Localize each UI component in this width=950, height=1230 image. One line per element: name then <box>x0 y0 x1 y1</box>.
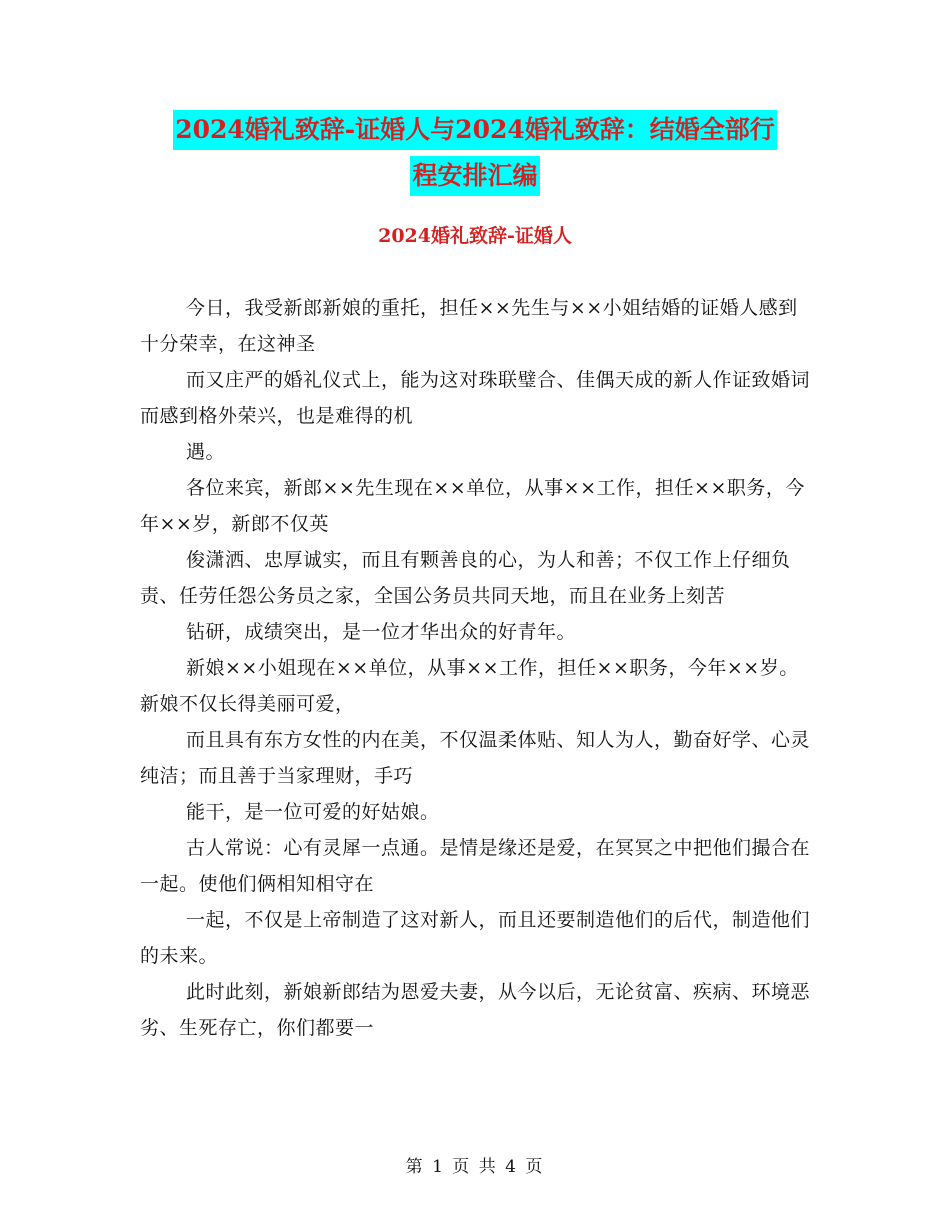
page-footer: 第 1 页 共 4 页 <box>405 1157 545 1177</box>
paragraph: 一起，不仅是上帝制造了这对新人，而且还要制造他们的后代，制造他们的未来。 <box>140 909 811 967</box>
title-line-1: 2024婚礼致辞-证婚人与2024婚礼致辞：结婚全部行 <box>173 110 777 150</box>
paragraph: 古人常说：心有灵犀一点通。是情是缘还是爱，在冥冥之中把他们撮合在一起。使他们俩相知相守在 <box>140 837 811 895</box>
paragraph: 俊潇洒、忠厚诚实，而且有颗善良的心，为人和善；不仅工作上仔细负责、任劳任怨公务员之家，全国公务员共同天地，而且在业务上刻苦 <box>140 549 791 607</box>
paragraph: 此时此刻，新娘新郎结为恩爱夫妻，从今以后，无论贫富、疾病、环境恶劣、生死存亡，你们都要一 <box>140 981 811 1039</box>
document-title <box>140 110 810 196</box>
paragraph: 今日，我受新郎新娘的重托，担任××先生与××小姐结婚的证婚人感到十分荣幸，在这神圣 <box>140 297 798 355</box>
paragraph: 而又庄严的婚礼仪式上，能为这对珠联璧合、佳偶天成的新人作证致婚词而感到格外荣兴，也是难得的机 <box>140 369 811 427</box>
paragraph: 各位来宾，新郎××先生现在××单位，从事××工作，担任××职务，今年××岁，新郎不仅英 <box>140 477 805 535</box>
paragraph: 而且具有东方女性的内在美，不仅温柔体贴、知人为人，勤奋好学、心灵纯洁；而且善于当家理财，手巧 <box>140 729 811 787</box>
paragraph: 新娘××小姐现在××单位，从事××工作，担任××职务，今年××岁。新娘不仅长得美丽可爱， <box>140 657 799 715</box>
body-text <box>140 290 812 1046</box>
paragraph: 遇。 <box>186 441 226 463</box>
section-heading: 2024婚礼致辞-证婚人 <box>378 225 572 247</box>
paragraph: 能干，是一位可爱的好姑娘。 <box>186 801 440 823</box>
paragraph: 钻研，成绩突出，是一位才华出众的好青年。 <box>186 621 577 643</box>
title-line-2: 程安排汇编 <box>410 156 539 196</box>
